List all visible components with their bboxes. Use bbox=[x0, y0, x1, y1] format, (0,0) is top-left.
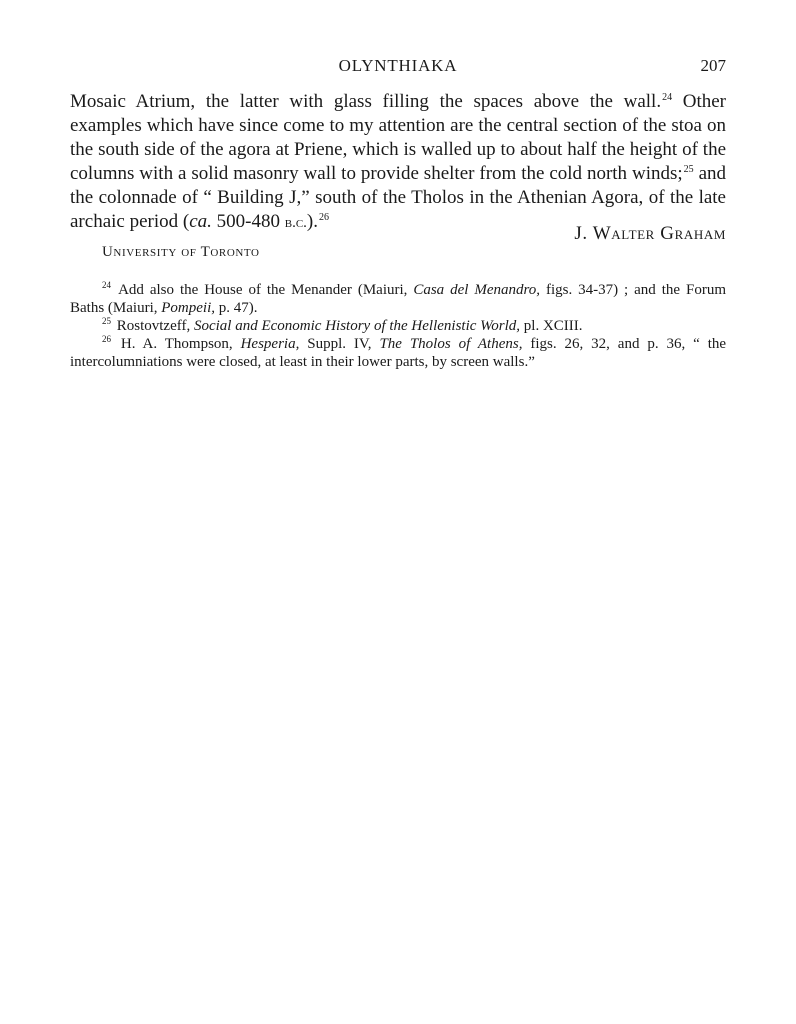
footnote-italic: Casa del Menandro, bbox=[413, 282, 541, 298]
running-head bbox=[70, 56, 726, 78]
paragraph-text bbox=[70, 90, 726, 235]
body-text-segment: 500-480 bbox=[211, 211, 285, 232]
author-affiliation: University of Toronto bbox=[102, 244, 260, 260]
footnote-ref-25: 25 bbox=[683, 164, 694, 175]
body-text-segment: Other examples which have since come to my attention are the central section of the stoa on the south side of the agora at Priene, which is walled up to about half the height of the columns with a solid masonry wall to provide shelter from the cold north winds; bbox=[70, 91, 726, 184]
footnote-italic: Hesperia, bbox=[240, 336, 300, 352]
author-signature: J. Walter Graham bbox=[574, 223, 726, 244]
footnote-text: H. A. Thompson, bbox=[113, 336, 241, 352]
footnote-text: Rostovtzeff, bbox=[113, 318, 194, 334]
footnote-italic: Pompeii, bbox=[161, 300, 215, 316]
footnote-ref-24: 24 bbox=[662, 92, 673, 103]
body-text-smallcaps: b.c. bbox=[284, 215, 307, 231]
footnote-24 bbox=[70, 281, 726, 317]
footnote-25 bbox=[70, 317, 726, 335]
footnote-italic: Social and Economic History of the Hellenistic World, bbox=[193, 318, 521, 334]
footnote-text: Add also the House of the Menander (Maiuri, bbox=[113, 282, 414, 298]
body-text-segment: Mosaic Atrium, the latter with glass filling the spaces above the wall. bbox=[70, 91, 662, 112]
body-text-segment: ). bbox=[306, 211, 318, 232]
running-title: OLYNTHIAKA bbox=[338, 56, 458, 75]
footnote-text: figs. 34-37) ; and the Forum Baths (Maiuri, bbox=[70, 282, 726, 316]
footnote-26 bbox=[70, 335, 726, 371]
body-text-segment: and the colonnade of “ Building J,” south of the Tholos in the Athenian Agora, of the late archaic period ( bbox=[70, 163, 727, 232]
footnote-text: figs. 26, 32, and p. 36, “ the intercolumniations were closed, at least in their lower parts, by screen walls.” bbox=[70, 336, 727, 370]
footnote-text: Suppl. IV, bbox=[299, 336, 380, 352]
body-paragraph bbox=[70, 90, 726, 235]
page-number: 207 bbox=[700, 56, 726, 75]
footnote-number: 24 bbox=[102, 280, 111, 290]
footnote-text: pl. XCIII. bbox=[520, 318, 583, 334]
footnote-ref-26: 26 bbox=[319, 212, 329, 223]
footnote-italic: The Tholos of Athens, bbox=[379, 336, 523, 352]
footnotes bbox=[70, 281, 726, 371]
footnote-number: 25 bbox=[102, 316, 111, 326]
body-text-italic: ca. bbox=[189, 211, 212, 232]
footnote-number: 26 bbox=[102, 334, 111, 344]
footnote-text: p. 47). bbox=[215, 300, 258, 316]
